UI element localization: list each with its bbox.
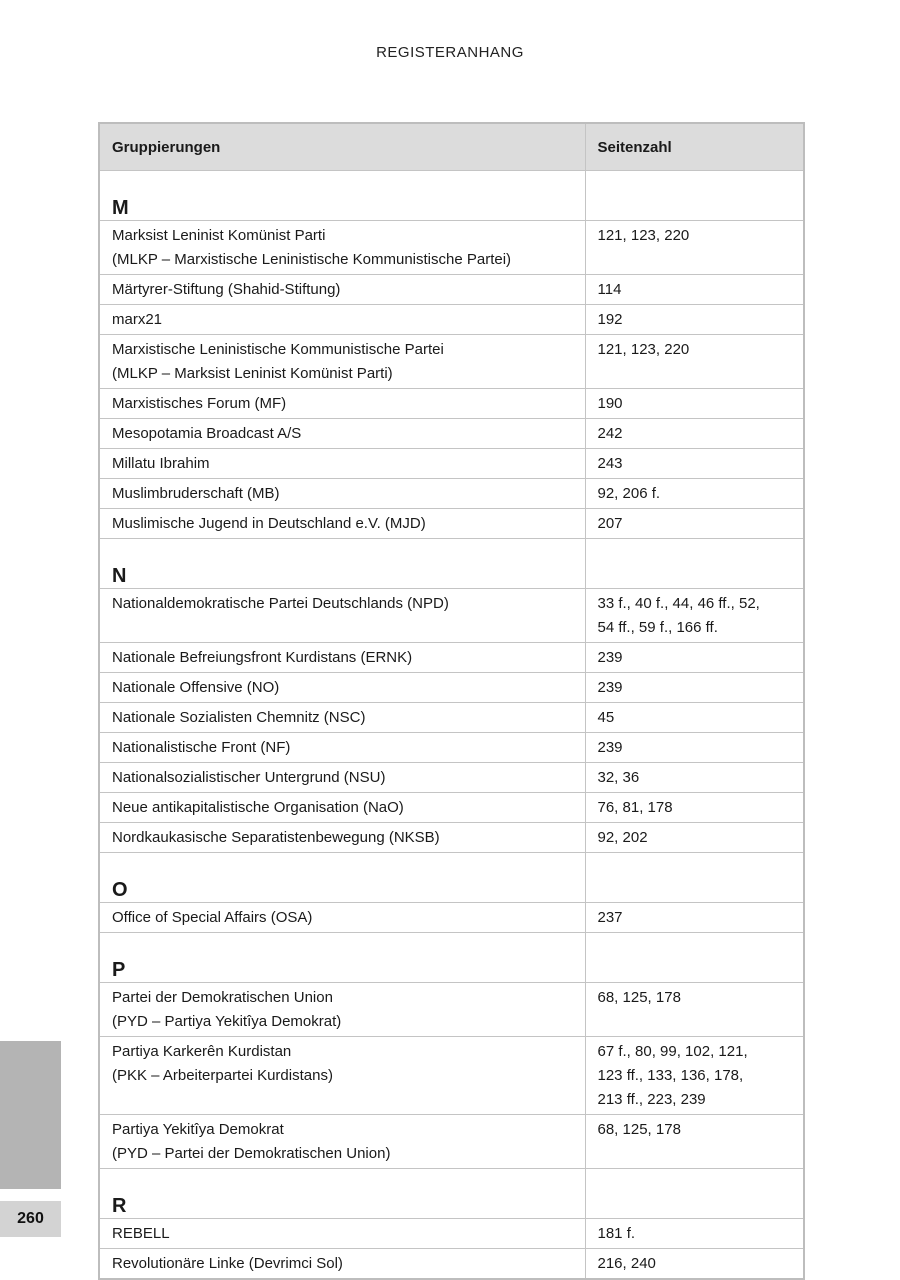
table-row [99,823,804,853]
page-numbers-cell [585,823,804,853]
section-letter-empty-cell [585,853,804,903]
group-name-line: (MLKP – Marksist Leninist Komünist Parti) [112,365,393,382]
column-header-pages: Seitenzahl [585,123,804,171]
group-name-line: Revolutionäre Linke (Devrimci Sol) [112,1255,343,1272]
table-row [99,983,804,1037]
table-row [99,643,804,673]
page-numbers-cell [585,763,804,793]
page-numbers-line: 237 [597,909,623,926]
page-numbers-line: 92, 206 f. [597,485,661,502]
page-numbers-cell [585,449,804,479]
group-name-cell [99,673,585,703]
table-row [99,419,804,449]
group-name-line: Millatu Ibrahim [112,455,210,472]
page-numbers-cell [585,903,804,933]
group-name-line: Nationalsozialistischer Untergrund (NSU) [112,769,386,786]
page-numbers-line: 114 [597,281,622,298]
table-row [99,389,804,419]
chapter-tab-marker [0,1041,61,1189]
page-numbers-cell [585,733,804,763]
table-header-row [99,123,804,171]
group-name-cell [99,589,585,643]
group-name-cell [99,221,585,275]
group-name-line: Partiya Yekitîya Demokrat [112,1121,284,1138]
page-numbers-cell [585,793,804,823]
table-row [99,703,804,733]
group-name-line: Muslimbruderschaft (MB) [112,485,280,502]
section-letter-row [99,933,804,983]
group-name-line: Partiya Karkerên Kurdistan [112,1043,292,1060]
page-numbers-line: 190 [597,395,623,412]
group-name-cell [99,823,585,853]
page-numbers-line: 54 ff., 59 f., 166 ff. [597,619,718,636]
group-name-cell [99,733,585,763]
group-name-cell [99,763,585,793]
group-name-line: Marxistische Leninistische Kommunistische Partei [112,341,444,358]
page-numbers-cell [585,703,804,733]
group-name-cell [99,1037,585,1115]
section-letter-row [99,171,804,221]
group-name-line: (PYD – Partei der Demokratischen Union) [112,1145,391,1162]
table-row [99,305,804,335]
column-header-groups: Gruppierungen [99,123,585,171]
section-letter-row [99,853,804,903]
section-letter-row [99,539,804,589]
group-name-line: Office of Special Affairs (OSA) [112,909,313,926]
group-name-line: Marksist Leninist Komünist Parti [112,227,326,244]
section-letter: R [99,1169,585,1219]
group-name-line: Muslimische Jugend in Deutschland e.V. (MJD) [112,515,426,532]
page-numbers-line: 68, 125, 178 [597,1121,681,1138]
page-numbers-line: 92, 202 [597,829,648,846]
page-numbers-line: 45 [597,709,615,726]
table-row [99,733,804,763]
table-row [99,275,804,305]
group-name-line: Nationaldemokratische Partei Deutschlands (NPD) [112,595,449,612]
group-name-line: Nationale Befreiungsfront Kurdistans (ERNK) [112,649,413,666]
page-numbers-line: 33 f., 40 f., 44, 46 ff., 52, [597,595,760,612]
group-name-cell [99,703,585,733]
page-numbers-line: 68, 125, 178 [597,989,681,1006]
page-numbers-cell [585,1249,804,1280]
table-row [99,335,804,389]
table-row [99,449,804,479]
table-row [99,793,804,823]
group-name-line: Nationale Sozialisten Chemnitz (NSC) [112,709,366,726]
table-body [99,171,804,1280]
group-name-line: Märtyrer-Stiftung (Shahid-Stiftung) [112,281,341,298]
table-row [99,509,804,539]
page-numbers-line: 239 [597,649,623,666]
page-numbers-line: 121, 123, 220 [597,227,690,244]
page-numbers-line: 67 f., 80, 99, 102, 121, [597,1043,748,1060]
group-name-line: Neue antikapitalistische Organisation (NaO) [112,799,404,816]
page-numbers-line: 192 [597,311,623,328]
group-name-cell [99,1219,585,1249]
page-numbers-line: 239 [597,739,623,756]
group-name-cell [99,643,585,673]
table-row [99,1219,804,1249]
group-name-cell [99,1249,585,1280]
page-numbers-cell [585,509,804,539]
page-numbers-line: 76, 81, 178 [597,799,673,816]
group-name-line: Nationalistische Front (NF) [112,739,291,756]
register-table [98,122,805,1280]
page-numbers-cell [585,643,804,673]
section-letter-empty-cell [585,539,804,589]
group-name-cell [99,479,585,509]
page-number: 260 [0,1201,61,1237]
page-numbers-cell [585,983,804,1037]
page-numbers-line: 121, 123, 220 [597,341,690,358]
group-name-line: Marxistisches Forum (MF) [112,395,287,412]
group-name-cell [99,449,585,479]
page-numbers-cell [585,389,804,419]
page-numbers-cell [585,1115,804,1169]
page-numbers-cell [585,673,804,703]
page-numbers-cell [585,1219,804,1249]
page-numbers-line: 32, 36 [597,769,640,786]
page-numbers-line: 181 f. [597,1225,636,1242]
page-numbers-cell [585,479,804,509]
table-row [99,1037,804,1115]
group-name-cell [99,389,585,419]
page-numbers-cell [585,419,804,449]
page-numbers-line: 239 [597,679,623,696]
table-row [99,221,804,275]
page-numbers-cell [585,1037,804,1115]
page-numbers-cell [585,305,804,335]
page-numbers-cell [585,589,804,643]
page-numbers-line: 243 [597,455,623,472]
section-letter: N [99,539,585,589]
group-name-line: (PKK – Arbeiterpartei Kurdistans) [112,1067,333,1084]
group-name-cell [99,983,585,1037]
page-numbers-line: 216, 240 [597,1255,656,1272]
section-letter-empty-cell [585,1169,804,1219]
section-letter-empty-cell [585,933,804,983]
page-numbers-line: 242 [597,425,623,442]
page-numbers-cell [585,335,804,389]
running-head: REGISTERANHANG [376,44,524,61]
group-name-line: (PYD – Partiya Yekitîya Demokrat) [112,1013,342,1030]
table-row [99,589,804,643]
group-name-cell [99,419,585,449]
page-numbers-cell [585,221,804,275]
group-name-cell [99,305,585,335]
page-numbers-line: 213 ff., 223, 239 [597,1091,706,1108]
table-row [99,479,804,509]
group-name-line: Nationale Offensive (NO) [112,679,280,696]
table-row [99,1115,804,1169]
group-name-line: Partei der Demokratischen Union [112,989,333,1006]
table-row [99,1249,804,1280]
section-letter-empty-cell [585,171,804,221]
group-name-cell [99,275,585,305]
section-letter-row [99,1169,804,1219]
group-name-line: REBELL [112,1225,170,1242]
page-numbers-cell [585,275,804,305]
group-name-line: Nordkaukasische Separatistenbewegung (NKSB) [112,829,440,846]
group-name-cell [99,793,585,823]
group-name-line: (MLKP – Marxistische Leninistische Kommunistische Partei) [112,251,512,268]
group-name-cell [99,903,585,933]
group-name-cell [99,335,585,389]
table-row [99,673,804,703]
table-row [99,763,804,793]
page-numbers-line: 123 ff., 133, 136, 178, [597,1067,744,1084]
table-row [99,903,804,933]
group-name-cell [99,509,585,539]
section-letter: P [99,933,585,983]
section-letter: M [99,171,585,221]
group-name-line: Mesopotamia Broadcast A/S [112,425,302,442]
group-name-line: marx21 [112,311,163,328]
group-name-cell [99,1115,585,1169]
section-letter: O [99,853,585,903]
page-numbers-line: 207 [597,515,623,532]
